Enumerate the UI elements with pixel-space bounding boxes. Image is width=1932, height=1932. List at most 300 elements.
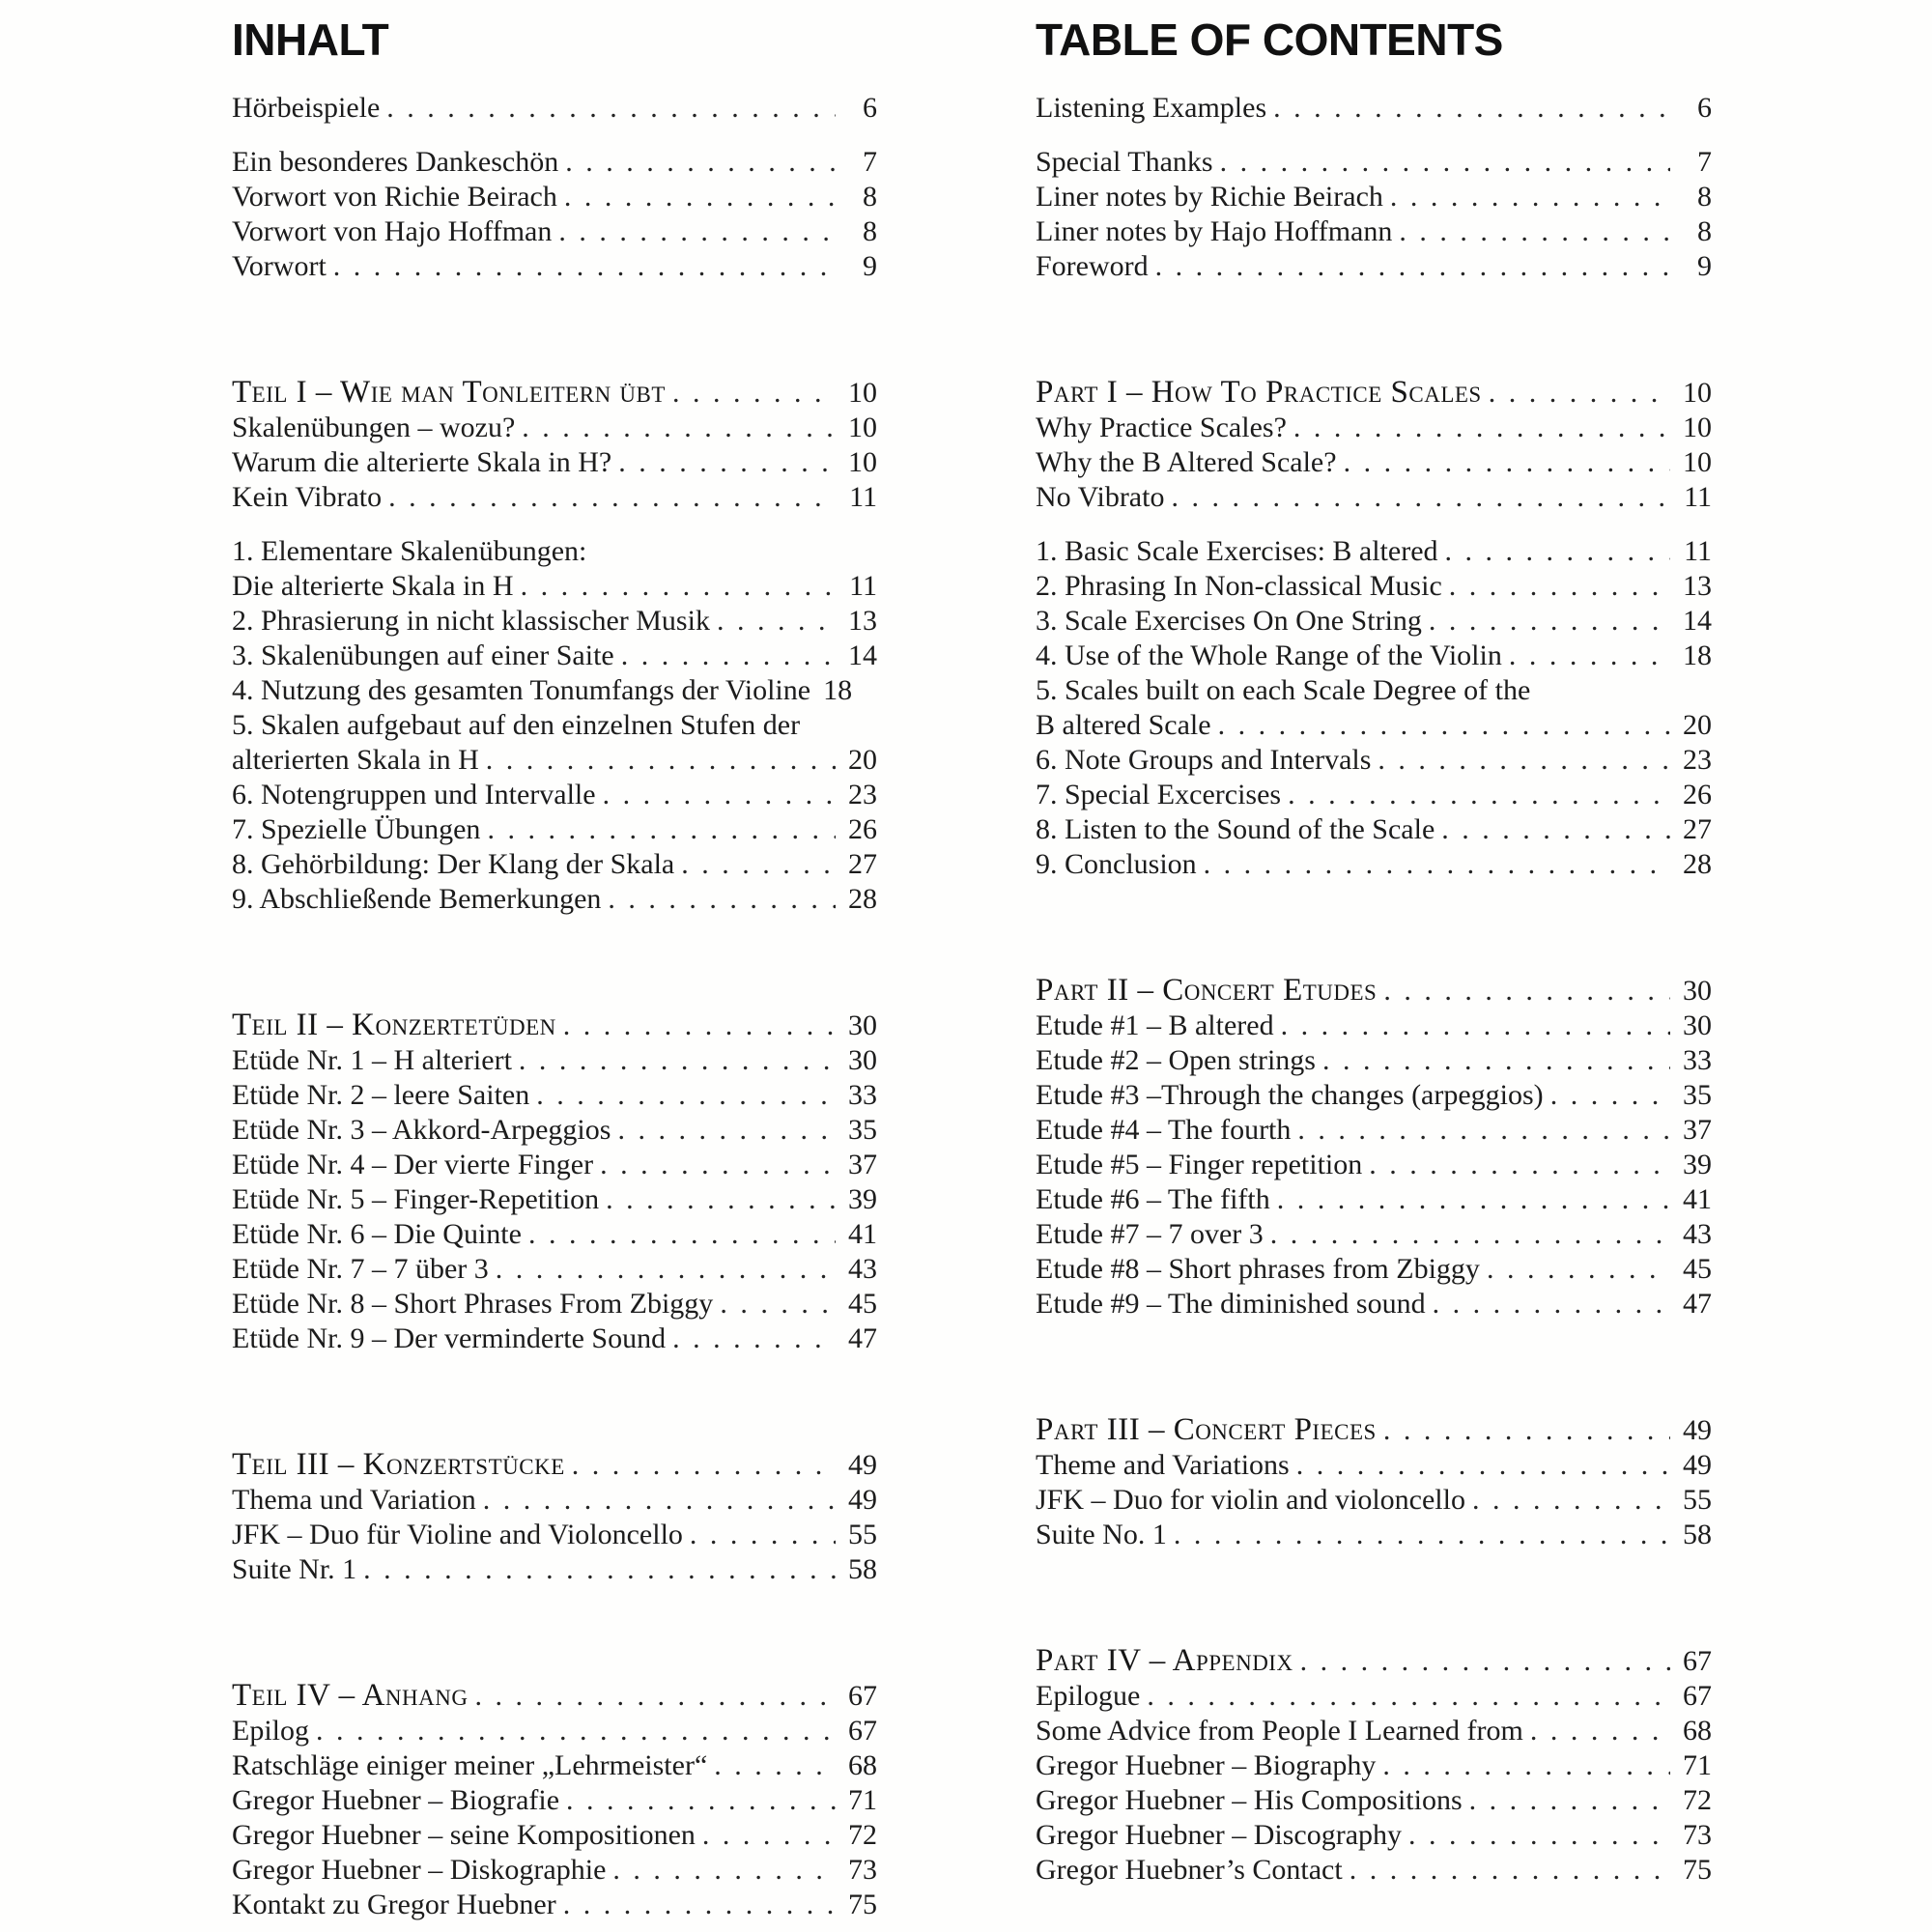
dot-leader	[1322, 1043, 1670, 1078]
toc-group	[1036, 973, 1712, 1321]
dot-leader	[1296, 1448, 1670, 1483]
dot-leader	[1350, 1853, 1670, 1888]
toc-entry-label: Etüde Nr. 7 – 7 über 3	[232, 1253, 489, 1285]
toc-entry-page: 26	[1683, 779, 1712, 810]
toc-entry-page: 9	[863, 250, 877, 282]
toc-entry-page: 26	[848, 813, 877, 845]
dot-leader	[1472, 1483, 1670, 1518]
toc-entry-label: Teil II – Konzertetüden	[232, 1008, 556, 1042]
toc-entry-page: 27	[1683, 813, 1712, 845]
toc-entry	[1036, 604, 1712, 639]
toc-entry-label: Epilog	[232, 1715, 309, 1747]
toc-entry	[1036, 1853, 1712, 1888]
dot-leader	[563, 1009, 836, 1043]
toc-entry-label: Vorwort von Hajo Hoffman	[232, 215, 553, 247]
toc-entry-page: 7	[863, 146, 877, 178]
toc-entry-page: 13	[848, 605, 877, 637]
toc-entry-label: Etude #7 – 7 over 3	[1036, 1218, 1264, 1250]
dot-leader	[536, 1078, 836, 1113]
toc-entry	[232, 1043, 877, 1078]
toc-entry	[1036, 145, 1712, 180]
dot-leader	[1399, 214, 1670, 249]
toc-entry	[232, 812, 877, 847]
toc-entry-page: 67	[1683, 1680, 1712, 1712]
toc-entry-page: 11	[1684, 535, 1712, 567]
dot-leader	[333, 249, 836, 284]
toc-entry-label: Part I – How To Practice Scales	[1036, 375, 1482, 410]
toc-entry-page: 30	[848, 1044, 877, 1076]
toc-entry	[1036, 778, 1712, 812]
toc-entry-page: 30	[848, 1009, 877, 1041]
toc-entry	[1036, 673, 1712, 708]
dot-leader	[1383, 974, 1670, 1009]
dot-leader	[702, 1818, 836, 1853]
toc-entry-label: Gregor Huebner – His Compositions	[1036, 1784, 1463, 1816]
toc-entry-label: 9. Conclusion	[1036, 848, 1197, 880]
toc-entry-page: 13	[1683, 570, 1712, 602]
toc-entry-label: Etude #5 – Finger repetition	[1036, 1149, 1363, 1180]
toc-section-heading	[232, 1678, 877, 1714]
toc-entry-page: 33	[1683, 1044, 1712, 1076]
dot-leader	[1155, 249, 1670, 284]
toc-entry	[1036, 1483, 1712, 1518]
dot-leader	[496, 1252, 836, 1287]
toc-entry-label: Thema und Variation	[232, 1484, 476, 1516]
toc-entry-label: Teil IV – Anhang	[232, 1678, 469, 1713]
toc-entry	[232, 1287, 877, 1321]
toc-entry	[232, 480, 877, 515]
toc-entry	[1036, 1518, 1712, 1552]
toc-entry	[232, 411, 877, 445]
toc-entry	[1036, 743, 1712, 778]
toc-group	[1036, 1412, 1712, 1552]
toc-group	[1036, 375, 1712, 515]
toc-group	[232, 534, 877, 917]
dot-leader	[521, 569, 836, 604]
toc-entry-page: 72	[1683, 1784, 1712, 1816]
toc-entry-label: 2. Phrasierung in nicht klassischer Musik	[232, 605, 710, 637]
dot-leader	[572, 1448, 836, 1483]
toc-entry	[1036, 639, 1712, 673]
dot-leader	[1550, 1078, 1670, 1113]
toc-group	[232, 91, 877, 126]
toc-entry-page: 45	[1683, 1253, 1712, 1285]
toc-entry-label: Suite No. 1	[1036, 1519, 1167, 1550]
toc-entry	[1036, 534, 1712, 569]
toc-entry-label: Foreword	[1036, 250, 1149, 282]
toc-entry-page: 8	[1697, 181, 1712, 213]
dot-leader	[1218, 708, 1670, 743]
toc-entry-page: 28	[1683, 848, 1712, 880]
dot-leader	[600, 1148, 836, 1182]
dot-leader	[714, 1748, 836, 1783]
toc-entry-page: 30	[1683, 975, 1712, 1007]
toc-entry	[232, 445, 877, 480]
dot-leader	[1174, 1518, 1670, 1552]
toc-entry-page: 49	[848, 1484, 877, 1516]
toc-entry-label: Etüde Nr. 1 – H alteriert	[232, 1044, 512, 1076]
dot-leader	[1441, 812, 1670, 847]
toc-entry	[232, 639, 877, 673]
toc-entry-label: Gregor Huebner – Diskographie	[232, 1854, 607, 1886]
toc-entry	[232, 1818, 877, 1853]
dot-leader	[1429, 604, 1670, 639]
toc-entry	[232, 882, 877, 917]
dot-leader	[1300, 1644, 1670, 1679]
toc-entry	[1036, 812, 1712, 847]
toc-entry-page: 58	[848, 1553, 877, 1585]
toc-entry	[1036, 1448, 1712, 1483]
toc-entry	[1036, 445, 1712, 480]
toc-entry-page: 67	[848, 1715, 877, 1747]
toc-entry-page: 10	[848, 377, 877, 409]
toc-entry-label: Listening Examples	[1036, 92, 1267, 124]
toc-group	[232, 1678, 877, 1922]
toc-entry-label: Epilogue	[1036, 1680, 1141, 1712]
toc-entry-label: 7. Spezielle Übungen	[232, 813, 481, 845]
dot-leader	[608, 882, 836, 917]
toc-entry-page: 14	[1683, 605, 1712, 637]
toc-entry-page: 43	[848, 1253, 877, 1285]
toc-entry	[1036, 847, 1712, 882]
toc-group	[1036, 1643, 1712, 1888]
toc-entry	[1036, 1252, 1712, 1287]
toc-entry-label: Etüde Nr. 4 – Der vierte Finger	[232, 1149, 594, 1180]
toc-entry	[1036, 1818, 1712, 1853]
toc-entry-page: 10	[848, 446, 877, 478]
dot-leader	[672, 1321, 836, 1356]
toc-entry-label: 8. Gehörbildung: Der Klang der Skala	[232, 848, 675, 880]
toc-entry	[1036, 249, 1712, 284]
toc-section-heading	[1036, 375, 1712, 411]
toc-entry-page: 33	[848, 1079, 877, 1111]
dot-leader	[1382, 1748, 1670, 1783]
toc-entry-label: Etude #2 – Open strings	[1036, 1044, 1316, 1076]
toc-entry-label: 5. Scales built on each Scale Degree of the	[1036, 674, 1531, 706]
toc-entry	[1036, 1009, 1712, 1043]
toc-entry	[1036, 214, 1712, 249]
toc-entry-page: 10	[1683, 377, 1712, 409]
toc-entry-label: Special Thanks	[1036, 146, 1213, 178]
dot-leader	[388, 480, 836, 515]
toc-entry-page: 49	[1683, 1414, 1712, 1446]
toc-entry-page: 20	[848, 744, 877, 776]
toc-entry-label: Teil III – Konzertstücke	[232, 1447, 565, 1482]
toc-entry	[1036, 1043, 1712, 1078]
toc-entry	[232, 743, 877, 778]
toc-entry	[1036, 1148, 1712, 1182]
toc-entry-page: 14	[848, 639, 877, 671]
toc-entry	[232, 1113, 877, 1148]
dot-leader	[1469, 1783, 1670, 1818]
toc-entry-label: 3. Scale Exercises On One String	[1036, 605, 1422, 637]
toc-entry-page: 68	[848, 1749, 877, 1781]
toc-entry-page: 10	[1683, 446, 1712, 478]
dot-leader	[1369, 1148, 1670, 1182]
toc-entry-page: 23	[1683, 744, 1712, 776]
toc-entry	[1036, 1113, 1712, 1148]
dot-leader	[528, 1217, 836, 1252]
dot-leader	[1509, 639, 1670, 673]
toc-section-heading	[1036, 1412, 1712, 1448]
dot-leader	[1383, 1413, 1670, 1448]
toc-entry-label: 2. Phrasing In Non-classical Music	[1036, 570, 1442, 602]
dot-leader	[558, 214, 836, 249]
toc-entry-label: Suite Nr. 1	[232, 1553, 357, 1585]
dot-leader	[1390, 180, 1670, 214]
toc-entry-page: 37	[1683, 1114, 1712, 1146]
toc-entry	[1036, 411, 1712, 445]
toc-entry-page: 18	[1683, 639, 1712, 671]
toc-group	[232, 1008, 877, 1356]
toc-group	[232, 145, 877, 284]
toc-entry-label: Part IV – Appendix	[1036, 1643, 1293, 1678]
dot-leader	[1297, 1113, 1670, 1148]
toc-entry-label: Etüde Nr. 8 – Short Phrases From Zbiggy	[232, 1288, 714, 1320]
toc-entry-page: 20	[1683, 709, 1712, 741]
toc-group	[1036, 534, 1712, 882]
toc-entry-page: 9	[1697, 250, 1712, 282]
toc-entry	[232, 1078, 877, 1113]
toc-entry-label: Etüde Nr. 2 – leere Saiten	[232, 1079, 530, 1111]
toc-entry	[232, 145, 877, 180]
toc-entry-label: Part III – Concert Pieces	[1036, 1412, 1377, 1447]
dot-leader	[483, 1483, 836, 1518]
toc-entry	[232, 214, 877, 249]
toc-entry-label: Etude #6 – The fifth	[1036, 1183, 1270, 1215]
toc-entry-page: 71	[848, 1784, 877, 1816]
toc-entry-label: Skalenübungen – wozu?	[232, 412, 516, 443]
dot-leader	[316, 1714, 836, 1748]
toc-entry-label: Etüde Nr. 9 – Der verminderte Sound	[232, 1322, 667, 1354]
toc-entry	[232, 1217, 877, 1252]
dot-leader	[363, 1552, 836, 1587]
toc-entry-label: 7. Special Excercises	[1036, 779, 1282, 810]
dot-leader	[1489, 376, 1670, 411]
toc-entry-page: 75	[1683, 1854, 1712, 1886]
toc-entry-label: Gregor Huebner – Biography	[1036, 1749, 1377, 1781]
toc-entry-page: 55	[1683, 1484, 1712, 1516]
toc-entry-page: 47	[1683, 1288, 1712, 1320]
toc-entry-label: JFK – Duo für Violine and Violoncello	[232, 1519, 683, 1550]
dot-leader	[720, 1287, 836, 1321]
table-of-contents-column	[1036, 14, 1712, 1888]
toc-entry-label: 6. Notengruppen und Intervalle	[232, 779, 596, 810]
dot-leader	[1344, 445, 1670, 480]
toc-entry	[232, 1321, 877, 1356]
toc-entry	[232, 1552, 877, 1587]
toc-entry-page: 41	[848, 1218, 877, 1250]
toc-entry-label: Why Practice Scales?	[1036, 412, 1287, 443]
dot-leader	[565, 145, 836, 180]
dot-leader	[1487, 1252, 1670, 1287]
toc-entry	[1036, 1182, 1712, 1217]
toc-entry	[1036, 1783, 1712, 1818]
toc-entry	[1036, 1217, 1712, 1252]
toc-entry	[232, 1148, 877, 1182]
inhalt-column	[232, 14, 877, 1922]
toc-entry-page: 39	[848, 1183, 877, 1215]
dot-leader	[1147, 1679, 1670, 1714]
dot-leader	[690, 1518, 836, 1552]
toc-entry-label: alterierten Skala in H	[232, 744, 479, 776]
toc-entry-page: 39	[1683, 1149, 1712, 1180]
toc-entry-page: 8	[863, 215, 877, 247]
toc-section-heading	[1036, 973, 1712, 1009]
dot-leader	[606, 1182, 836, 1217]
toc-group	[232, 375, 877, 515]
dot-leader	[1270, 1217, 1670, 1252]
toc-section-heading	[232, 1447, 877, 1483]
toc-entry-page: 8	[863, 181, 877, 213]
toc-entry-label: JFK – Duo for violin and violoncello	[1036, 1484, 1465, 1516]
toc-entry-page: 7	[1697, 146, 1712, 178]
toc-entry-page: 37	[848, 1149, 877, 1180]
toc-group	[1036, 145, 1712, 284]
toc-entry-label: Etüde Nr. 3 – Akkord-Arpeggios	[232, 1114, 611, 1146]
toc-section-heading	[232, 1008, 877, 1043]
toc-group	[1036, 91, 1712, 126]
toc-entry	[232, 1518, 877, 1552]
toc-entry-page: 41	[1683, 1183, 1712, 1215]
dot-leader	[1408, 1818, 1670, 1853]
dot-leader	[617, 1113, 836, 1148]
toc-entry-label: 4. Use of the Whole Range of the Violin	[1036, 639, 1502, 671]
toc-section-heading	[1036, 1643, 1712, 1679]
dot-leader	[474, 1679, 836, 1714]
toc-entry-label: Some Advice from People I Learned from	[1036, 1715, 1523, 1747]
toc-entry-label: Etude #3 –Through the changes (arpeggios)	[1036, 1079, 1544, 1111]
toc-entry-page: 49	[848, 1449, 877, 1481]
toc-entry-label: Etüde Nr. 5 – Finger-Repetition	[232, 1183, 600, 1215]
toc-entry-page: 35	[848, 1114, 877, 1146]
toc-entry	[1036, 1078, 1712, 1113]
dot-leader	[1293, 411, 1670, 445]
dot-leader	[386, 91, 836, 126]
toc-entry-label: Etude #8 – Short phrases from Zbiggy	[1036, 1253, 1480, 1285]
toc-entry-page: 72	[848, 1819, 877, 1851]
toc-entry-label: 3. Skalenübungen auf einer Saite	[232, 639, 614, 671]
toc-entry-page: 68	[1683, 1715, 1712, 1747]
toc-entry-label: Liner notes by Hajo Hoffmann	[1036, 215, 1393, 247]
toc-entry-page: 8	[1697, 215, 1712, 247]
toc-entry-label: Liner notes by Richie Beirach	[1036, 181, 1383, 213]
toc-entry-page: 75	[848, 1889, 877, 1920]
toc-entry	[1036, 569, 1712, 604]
toc-entry-page: 18	[823, 674, 853, 706]
toc-entry-label: Gregor Huebner – Biografie	[232, 1784, 560, 1816]
toc-entry-page: 58	[1683, 1519, 1712, 1550]
toc-entry-page: 6	[1697, 92, 1712, 124]
dot-leader	[1530, 1714, 1670, 1748]
toc-entry-label: 8. Listen to the Sound of the Scale	[1036, 813, 1435, 845]
toc-entry-label: 4. Nutzung des gesamten Tonumfangs der Violine	[232, 674, 811, 706]
toc-entry-label: Vorwort	[232, 250, 327, 282]
dot-leader	[522, 411, 836, 445]
toc-entry-label: 9. Abschließende Bemerkungen	[232, 883, 602, 915]
toc-entry	[1036, 708, 1712, 743]
dot-leader	[681, 847, 836, 882]
table-of-contents-entries	[1036, 91, 1712, 1888]
table-of-contents-title: TABLE OF CONTENTS	[1036, 14, 1503, 65]
toc-entry	[1036, 91, 1712, 126]
dot-leader	[1281, 1009, 1670, 1043]
toc-entry-page: 71	[1683, 1749, 1712, 1781]
toc-entry-label: Etüde Nr. 6 – Die Quinte	[232, 1218, 522, 1250]
dot-leader	[519, 1043, 836, 1078]
dot-leader	[603, 778, 836, 812]
dot-leader	[612, 1853, 836, 1888]
toc-entry-page: 23	[848, 779, 877, 810]
toc-entry-label: Gregor Huebner – seine Kompositionen	[232, 1819, 696, 1851]
toc-entry-label: 1. Basic Scale Exercises: B altered	[1036, 535, 1438, 567]
dot-leader	[1277, 1182, 1670, 1217]
dot-leader	[564, 180, 836, 214]
toc-entry	[1036, 1714, 1712, 1748]
toc-entry	[1036, 180, 1712, 214]
toc-entry-label: Hörbeispiele	[232, 92, 381, 124]
toc-entry-page: 43	[1683, 1218, 1712, 1250]
toc-entry-label: Gregor Huebner – Discography	[1036, 1819, 1403, 1851]
toc-entry-page: 35	[1683, 1079, 1712, 1111]
toc-entry	[232, 1483, 877, 1518]
dot-leader	[717, 604, 836, 639]
toc-entry-label: Part II – Concert Etudes	[1036, 973, 1378, 1008]
dot-leader	[1433, 1287, 1670, 1321]
toc-entry-label: Gregor Huebner’s Contact	[1036, 1854, 1343, 1886]
toc-entry-page: 45	[848, 1288, 877, 1320]
toc-entry	[1036, 1287, 1712, 1321]
toc-entry	[232, 1748, 877, 1783]
dot-leader	[672, 376, 836, 411]
toc-entry-label: Teil I – Wie man Tonleitern übt	[232, 375, 666, 410]
toc-entry-page: 10	[1683, 412, 1712, 443]
toc-entry	[232, 778, 877, 812]
toc-entry-label: Etude #9 – The diminished sound	[1036, 1288, 1426, 1320]
inhalt-entries	[232, 91, 877, 1922]
toc-entry	[232, 180, 877, 214]
toc-entry	[1036, 1679, 1712, 1714]
toc-entry-label: Vorwort von Richie Beirach	[232, 181, 557, 213]
toc-entry	[232, 1182, 877, 1217]
toc-entry	[232, 1888, 877, 1922]
toc-entry	[232, 249, 877, 284]
dot-leader	[1378, 743, 1670, 778]
toc-entry-page: 10	[848, 412, 877, 443]
dot-leader	[563, 1888, 836, 1922]
toc-entry-label: 1. Elementare Skalenübungen:	[232, 535, 587, 567]
toc-entry	[232, 708, 877, 743]
toc-entry	[1036, 1748, 1712, 1783]
toc-entry	[232, 1853, 877, 1888]
dot-leader	[486, 743, 836, 778]
toc-group	[232, 1447, 877, 1587]
toc-entry-page: 28	[848, 883, 877, 915]
toc-entry	[232, 1252, 877, 1287]
inhalt-title: INHALT	[232, 14, 389, 65]
dot-leader	[1288, 778, 1670, 812]
toc-entry-page: 11	[849, 481, 877, 513]
dot-leader	[621, 639, 836, 673]
toc-entry	[232, 1783, 877, 1818]
toc-entry	[1036, 480, 1712, 515]
toc-entry-label: Etude #1 – B altered	[1036, 1009, 1274, 1041]
dot-leader	[1171, 480, 1670, 515]
toc-entry-label: 5. Skalen aufgebaut auf den einzelnen Stufen der	[232, 709, 801, 741]
toc-entry	[232, 1714, 877, 1748]
dot-leader	[1273, 91, 1670, 126]
dot-leader	[618, 445, 836, 480]
